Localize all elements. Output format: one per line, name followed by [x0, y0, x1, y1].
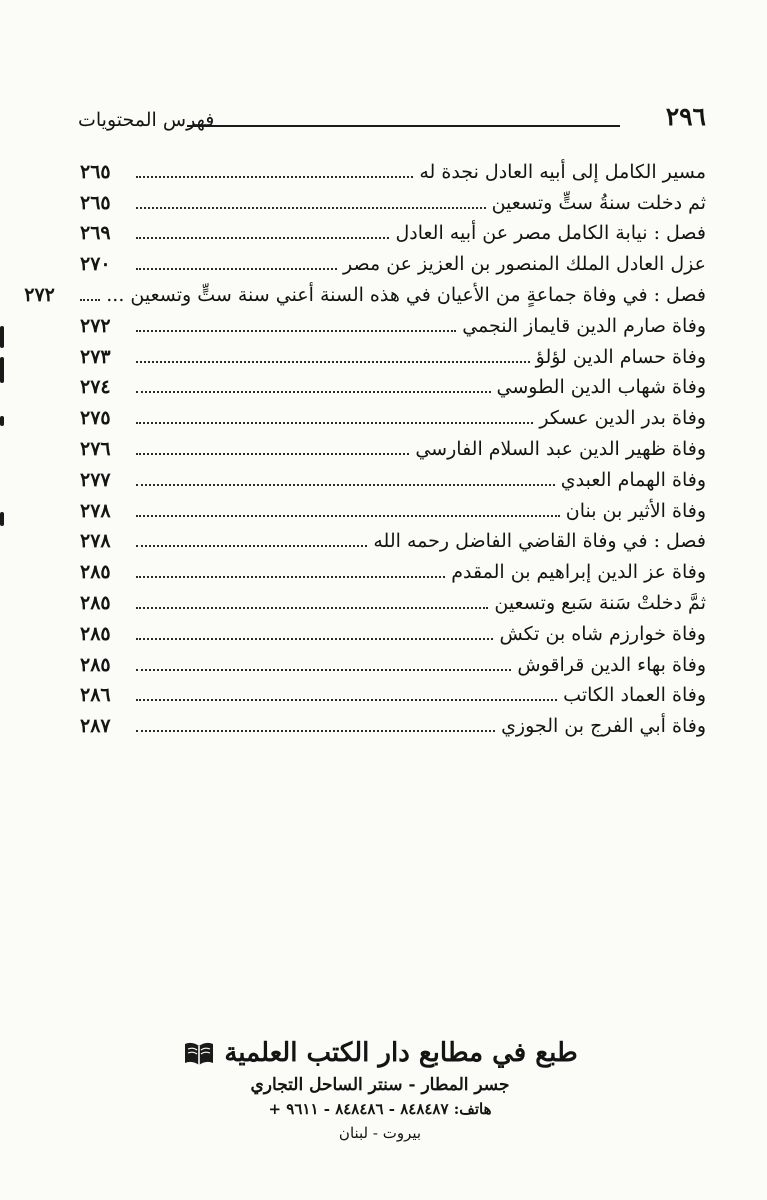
toc-entry-title: وفاة حسام الدين لؤلؤ [535, 345, 706, 368]
toc-entry-page: ٢٨٥ [80, 622, 111, 645]
toc-dot-leader [136, 236, 389, 239]
toc-dot-leader [136, 606, 488, 609]
toc-entry-title: وفاة بهاء الدين قراقوش [517, 653, 706, 676]
toc-entry-page: ٢٧٤ [80, 376, 111, 399]
toc-entry [80, 154, 706, 185]
toc-entry [80, 185, 706, 216]
printer-name: طبع في مطابع دار الكتب العلمية [224, 1038, 578, 1068]
toc-entry-page: ٢٦٥ [80, 191, 111, 214]
binding-edge-mark [0, 416, 4, 426]
toc-dot-leader [136, 668, 511, 671]
toc-entry-title: وفاة الأثير بن بنان [565, 499, 706, 522]
toc-entry-title: ثمَّ دخلتْ سَنة سَبع وتسعين [494, 591, 706, 614]
binding-edge-mark [0, 326, 4, 348]
toc-entry [80, 400, 706, 431]
toc-entry-title: وفاة شهاب الدين الطوسي [496, 376, 706, 399]
toc-entry [24, 277, 706, 308]
toc-entry [80, 493, 706, 524]
toc-dot-leader [136, 267, 337, 270]
header-title: فهرس المحتويات [78, 109, 215, 131]
toc-entry [80, 462, 706, 493]
toc-entry-title: وفاة صارم الدين قايماز النجمي [462, 314, 706, 337]
toc-dot-leader [136, 360, 530, 363]
toc-entry-page: ٢٧٨ [80, 530, 111, 553]
toc-entry-page: ٢٦٥ [80, 160, 111, 183]
toc-entry-page: ٢٨٥ [80, 591, 111, 614]
toc-entry [80, 616, 706, 647]
toc-entry-title: وفاة ظهير الدين عبد السلام الفارسي [415, 437, 706, 460]
toc-entry-page: ٢٧٦ [80, 437, 111, 460]
toc-dot-leader [136, 421, 533, 424]
toc-entry-page: ٢٧٣ [80, 345, 111, 368]
book-logo-icon [182, 1038, 216, 1068]
binding-edge-mark [0, 512, 4, 526]
toc-entry [80, 708, 706, 739]
toc-entry-page: ٢٧٢ [80, 314, 111, 337]
printer-phone: هاتف: ٨٤٨٤٨٧ - ٨٤٨٤٨٦ - ٩٦١١ + [268, 1100, 492, 1118]
table-of-contents [24, 154, 706, 739]
toc-dot-leader [136, 575, 445, 578]
toc-entry-title: وفاة العماد الكاتب [563, 684, 706, 707]
header-page-number: ٢٩٦ [665, 102, 706, 131]
toc-entry [80, 216, 706, 247]
toc-entry [80, 647, 706, 678]
toc-entry [80, 431, 706, 462]
toc-entry [80, 524, 706, 555]
toc-entry-page: ٢٦٩ [80, 222, 111, 245]
toc-dot-leader [136, 544, 367, 547]
printer-name-line [170, 1034, 590, 1072]
toc-entry-title: فصل : في وفاة القاضي الفاضل رحمه الله [373, 530, 706, 553]
toc-entry-page: ٢٧٧ [80, 468, 111, 491]
toc-entry [80, 554, 706, 585]
toc-entry-title: فصل : نيابة الكامل مصر عن أبيه العادل [395, 222, 706, 245]
toc-entry-title: عزل العادل الملك المنصور بن العزيز عن مصر [343, 253, 706, 276]
toc-entry-page: ٢٧٠ [80, 253, 111, 276]
toc-entry-title: وفاة عز الدين إبراهيم بن المقدم [451, 561, 706, 584]
toc-entry-title: فصل : في وفاة جماعةٍ من الأعيان في هذه السنة أعني سنة ستٍّ وتسعين ... [106, 283, 706, 306]
toc-entry-page: ٢٧٥ [80, 407, 111, 430]
toc-entry-page: ٢٨٥ [80, 653, 111, 676]
toc-dot-leader [136, 698, 557, 701]
toc-dot-leader [136, 206, 486, 209]
toc-entry-page: ٢٨٥ [80, 561, 111, 584]
toc-dot-leader [136, 637, 493, 640]
toc-entry-page: ٢٧٢ [24, 283, 55, 306]
toc-entry [80, 585, 706, 616]
toc-entry-title: وفاة بدر الدين عسكر [539, 407, 706, 430]
printer-city: بيروت - لبنان [338, 1124, 422, 1142]
toc-dot-leader [136, 329, 456, 332]
toc-entry-page: ٢٨٦ [80, 684, 111, 707]
toc-entry-title: وفاة أبي الفرج بن الجوزي [501, 715, 706, 738]
toc-entry [80, 308, 706, 339]
header-rule [187, 125, 620, 127]
toc-dot-leader [136, 175, 413, 178]
toc-dot-leader [136, 483, 555, 486]
binding-edge-mark [0, 357, 4, 383]
printer-imprint [170, 1034, 590, 1146]
toc-entry-page: ٢٧٨ [80, 499, 111, 522]
toc-entry [80, 370, 706, 401]
toc-dot-leader [136, 514, 560, 517]
toc-dot-leader [80, 298, 100, 301]
running-header [78, 100, 706, 136]
toc-entry-page: ٢٨٧ [80, 715, 111, 738]
toc-dot-leader [136, 452, 409, 455]
toc-entry-title: ثم دخلت سنةُ ستٍّ وتسعين [491, 191, 706, 214]
toc-entry-title: وفاة خوارزم شاه بن تكش [499, 622, 706, 645]
printer-address: جسر المطار - سنتر الساحل التجاري [250, 1075, 510, 1095]
toc-entry [80, 246, 706, 277]
toc-entry [80, 678, 706, 709]
toc-dot-leader [136, 390, 491, 393]
toc-entry-title: وفاة الهمام العبدي [560, 468, 706, 491]
toc-dot-leader [136, 729, 495, 732]
toc-entry-title: مسير الكامل إلى أبيه العادل نجدة له [419, 160, 706, 183]
toc-entry [80, 339, 706, 370]
